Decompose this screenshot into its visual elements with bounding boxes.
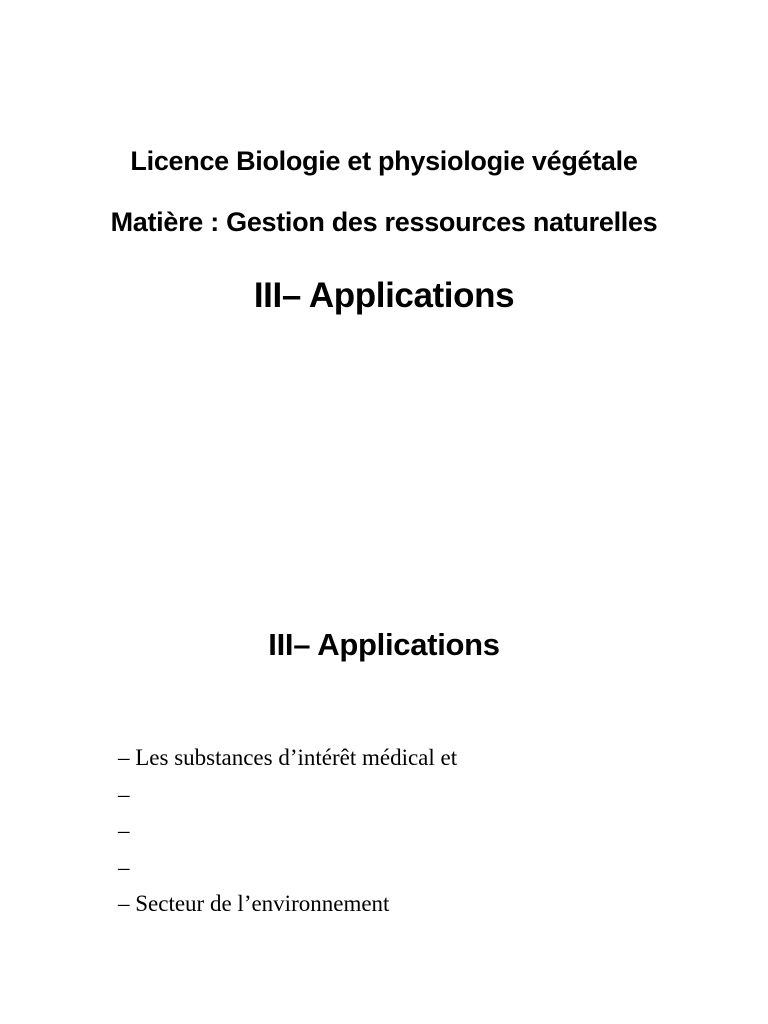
bullet-item-medical: – Les substances d’intérêt médical et	[118, 745, 458, 770]
slide-heading: III– Applications	[268, 627, 500, 662]
bullet-item-empty-3: –	[118, 854, 130, 880]
matiere-title: Matière : Gestion des ressources naturelles	[110, 207, 658, 237]
licence-title: Licence Biologie et physiologie végétale	[130, 146, 638, 176]
bullet-item-empty-1: –	[118, 781, 130, 807]
section-heading: III– Applications	[253, 276, 515, 315]
bullet-list	[118, 740, 457, 923]
bullet-item-empty-2: –	[118, 818, 130, 843]
slide-applications	[0, 512, 768, 1024]
bullet-item-environment: – Secteur de l’environnement	[118, 891, 390, 916]
